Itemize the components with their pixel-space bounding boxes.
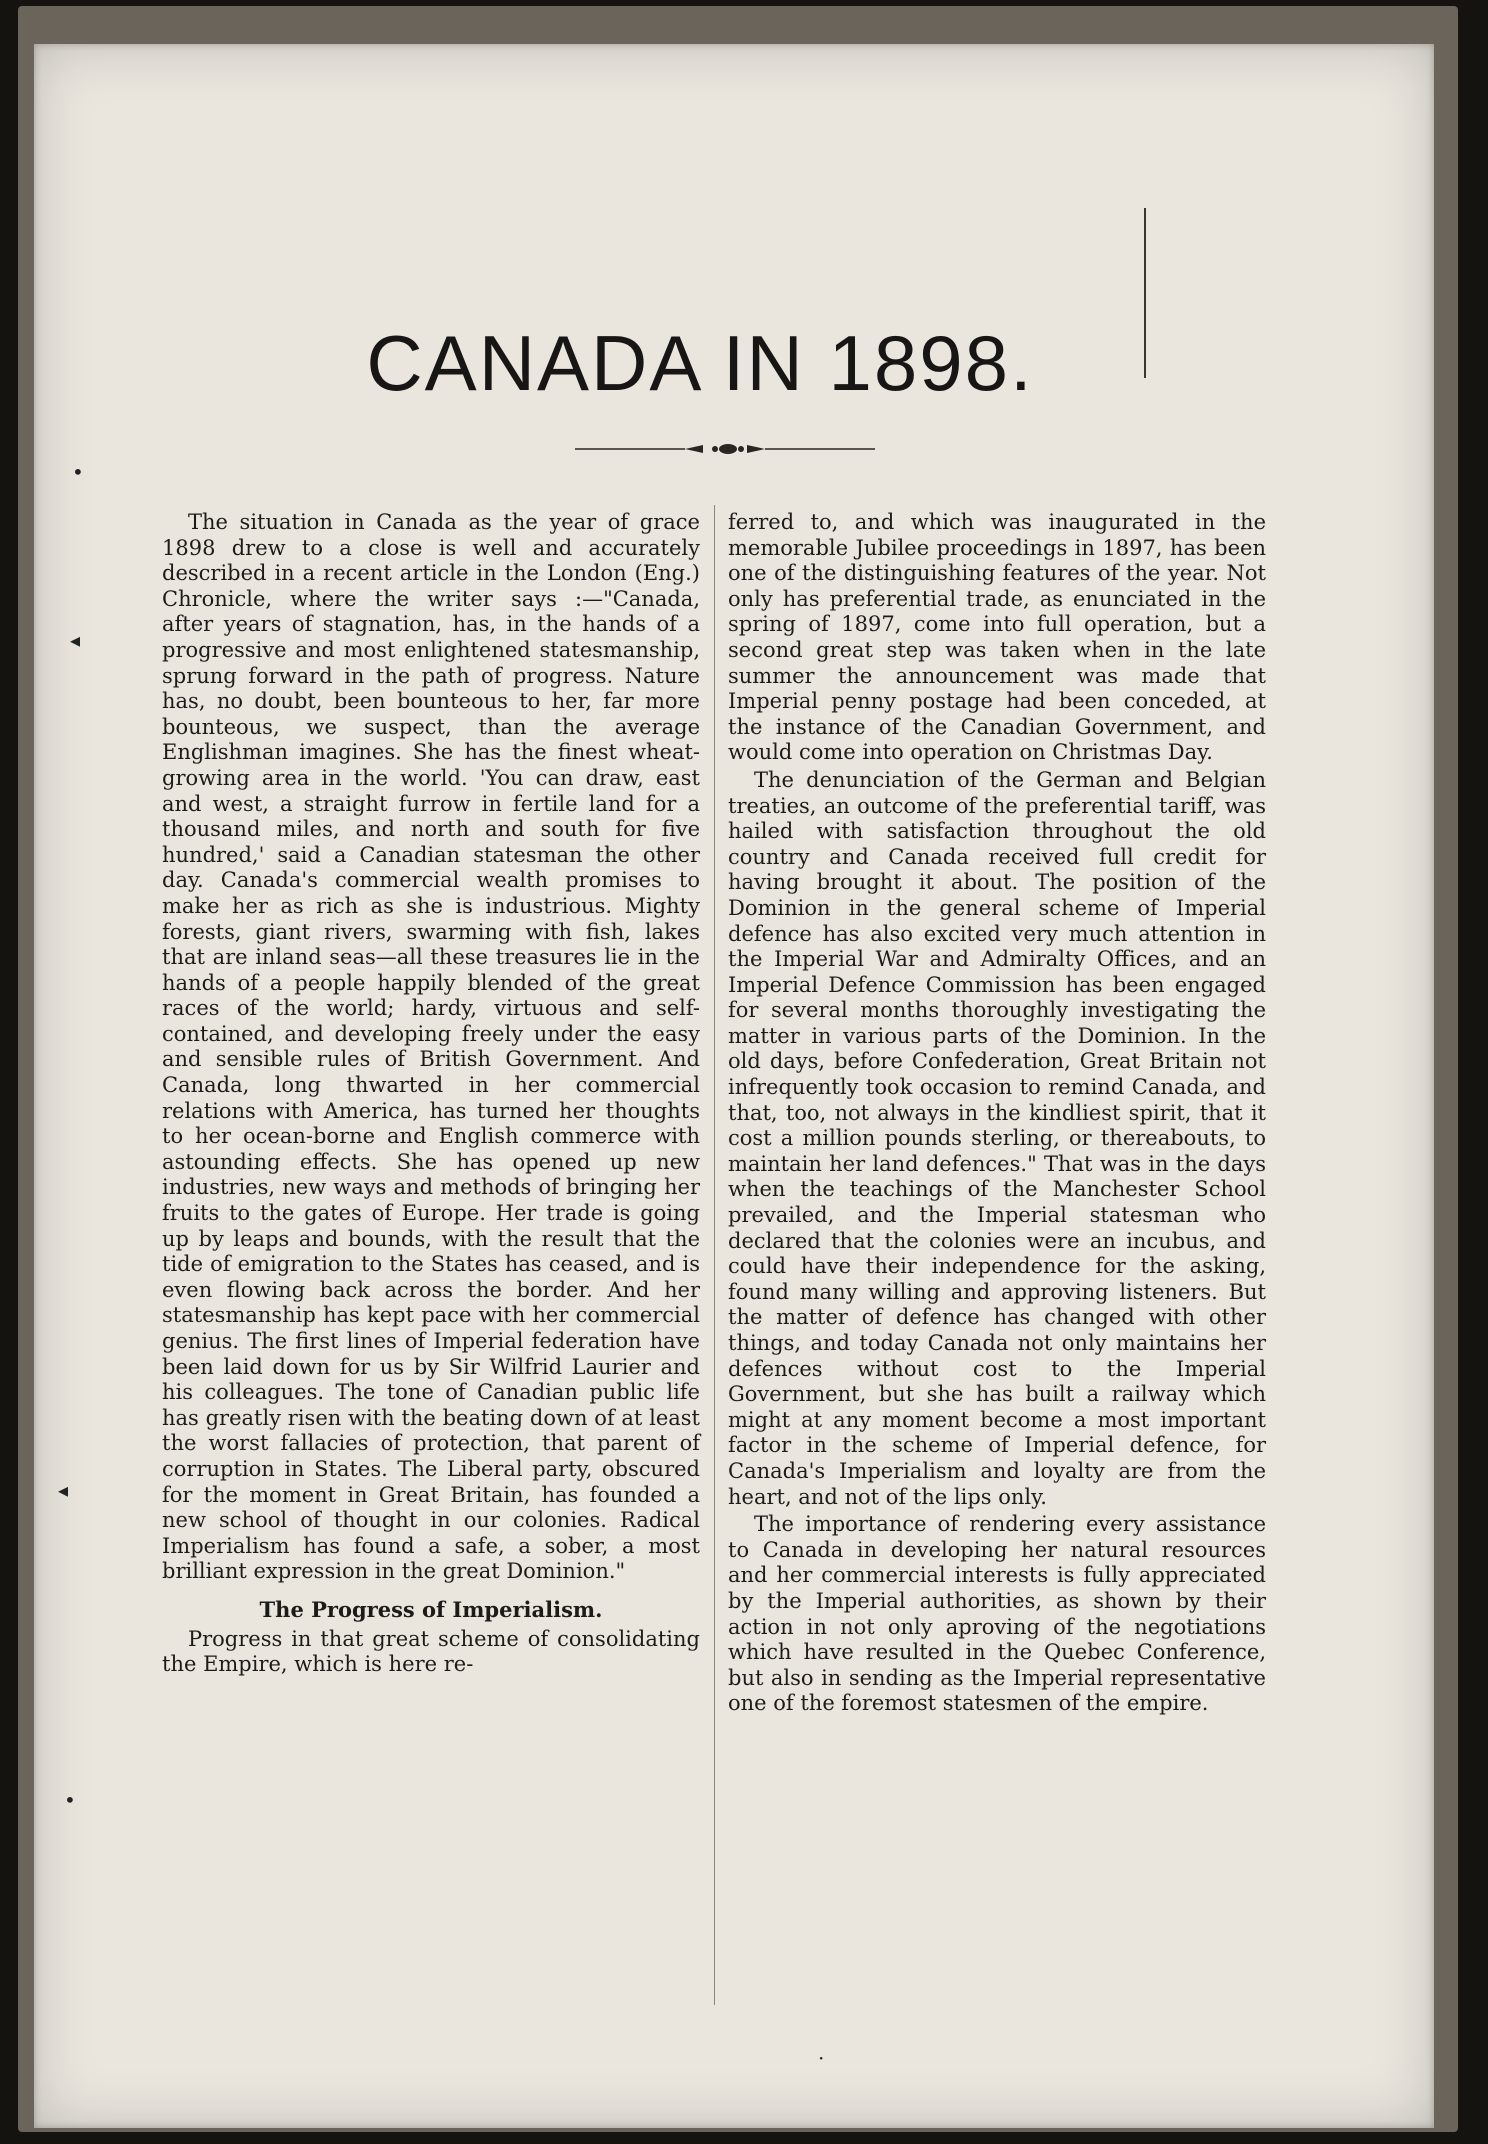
article-title: CANADA IN 1898.: [366, 319, 1034, 407]
margin-arrow-mark: ◂: [58, 1478, 69, 1502]
paragraph-continued: ferred to, and which was inaugurated in the memorable Jubilee proceedings in 1897, has been one of the distinguishing features of the year. Not only has preferential trade, as enunciated in the spring of 1897, come into full operation, but a second great step was taken when in the late summer the announcement was made that Imperial penny postage had been conceded, at the instance of the Canadian Government, and would come into operation on Christmas Day.: [728, 510, 1266, 765]
title-ornament-rule: [575, 442, 875, 456]
paragraph-denunciation: The denunciation of the German and Belgian treaties, an outcome of the preferential tariff, was hailed with satisfaction throughout the old country and Canada received full credit for having brought it about. The position of the Dominion in the general scheme of Imperial defence has also excited very much attention in the Imperial War and Admiralty Offices, and an Imperial Defence Commission has been engaged for several months thoroughly investigating the matter in various parts of the Dominion. In the old days, before Confederation, Great Britain not infrequently took occasion to remind Canada, and that, too, not always in the kindliest spirit, that it cost a million pounds sterling, or thereabouts, to maintain her land defences." That was in the days when the teachings of the Manchester School prevailed, and the Imperial statesman who declared that the colonies were an incubus, and could have their independence for the asking, found many willing and approving listeners. But the matter of defence has changed with other things, and today Canada not only maintains her defences without cost to the Imperial Government, but she has built a railway which might at any moment become a most important factor in the scheme of Imperial defence, for Canada's Imperialism and loyalty are from the heart, and not of the lips only.: [728, 767, 1266, 1509]
margin-dot-mark: •: [72, 460, 84, 484]
margin-dot-mark: ·: [818, 2046, 825, 2070]
paragraph-importance: The importance of rendering every assistance to Canada in developing her natural resources and her commercial interests is fully appreciated by the Imperial authorities, as shown by their action in not only aproving of the negotiations which have resulted in the Quebec Conference, but also in sending as the Imperial representative one of the foremost statesmen of the empire.: [728, 1512, 1266, 1716]
column-divider: [714, 505, 715, 2005]
margin-arrow-mark: ◂: [70, 628, 81, 652]
fold-mark: [1144, 208, 1146, 378]
paragraph-1: The situation in Canada as the year of grace 1898 drew to a close is well and accurately described in a recent article in the London (Eng.) Chronicle, where the writer says :—"Canada, after years of stagnation, has, in the hands of a progressive and most enlightened statesmanship, sprung forward in the path of progress. Nature has, no doubt, been bounteous to her, far more bounteous, we suspect, than the average Englishman imagines. She has the finest wheat-growing area in the world. 'You can draw, east and west, a straight furrow in fertile land for a thousand miles, and north and south for five hundred,' said a Canadian statesman the other day. Canada's commercial wealth promises to make her as rich as she is industrious. Mighty forests, giant rivers, swarming with fish, lakes that are inland seas—all these treasures lie in the hands of a people happily blended of the great races of the world; hardy, virtuous and self-contained, and developing freely under the easy and sensible rules of British Government. And Canada, long thwarted in her commercial relations with America, has turned her thoughts to her ocean-borne and English commerce with astounding effects. She has opened up new industries, new ways and methods of bringing her fruits to the gates of Europe. Her trade is going up by leaps and bounds, with the result that the tide of emigration to the States has ceased, and is even flowing back across the border. And her statesmanship has kept pace with her commercial genius. The first lines of Imperial federation have been laid down for us by Sir Wilfrid Laurier and his colleagues. The tone of Canadian public life has greatly risen with the beating down of at least the worst fallacies of protection, that parent of corruption in States. The Liberal party, obscured for the moment in Great Britain, has founded a new school of thought in our colonies. Radical Imperialism has found a safe, a sober, a most brilliant expression in the great Dominion.": [162, 510, 700, 1584]
section-heading: The Progress of Imperialism.: [259, 1596, 603, 1622]
right-column: [728, 510, 1266, 1717]
margin-dot-mark: •: [64, 1788, 76, 1812]
left-column: [162, 510, 700, 1678]
paragraph-2: Progress in that great scheme of consolidating the Empire, which is here re-: [162, 1626, 700, 1677]
